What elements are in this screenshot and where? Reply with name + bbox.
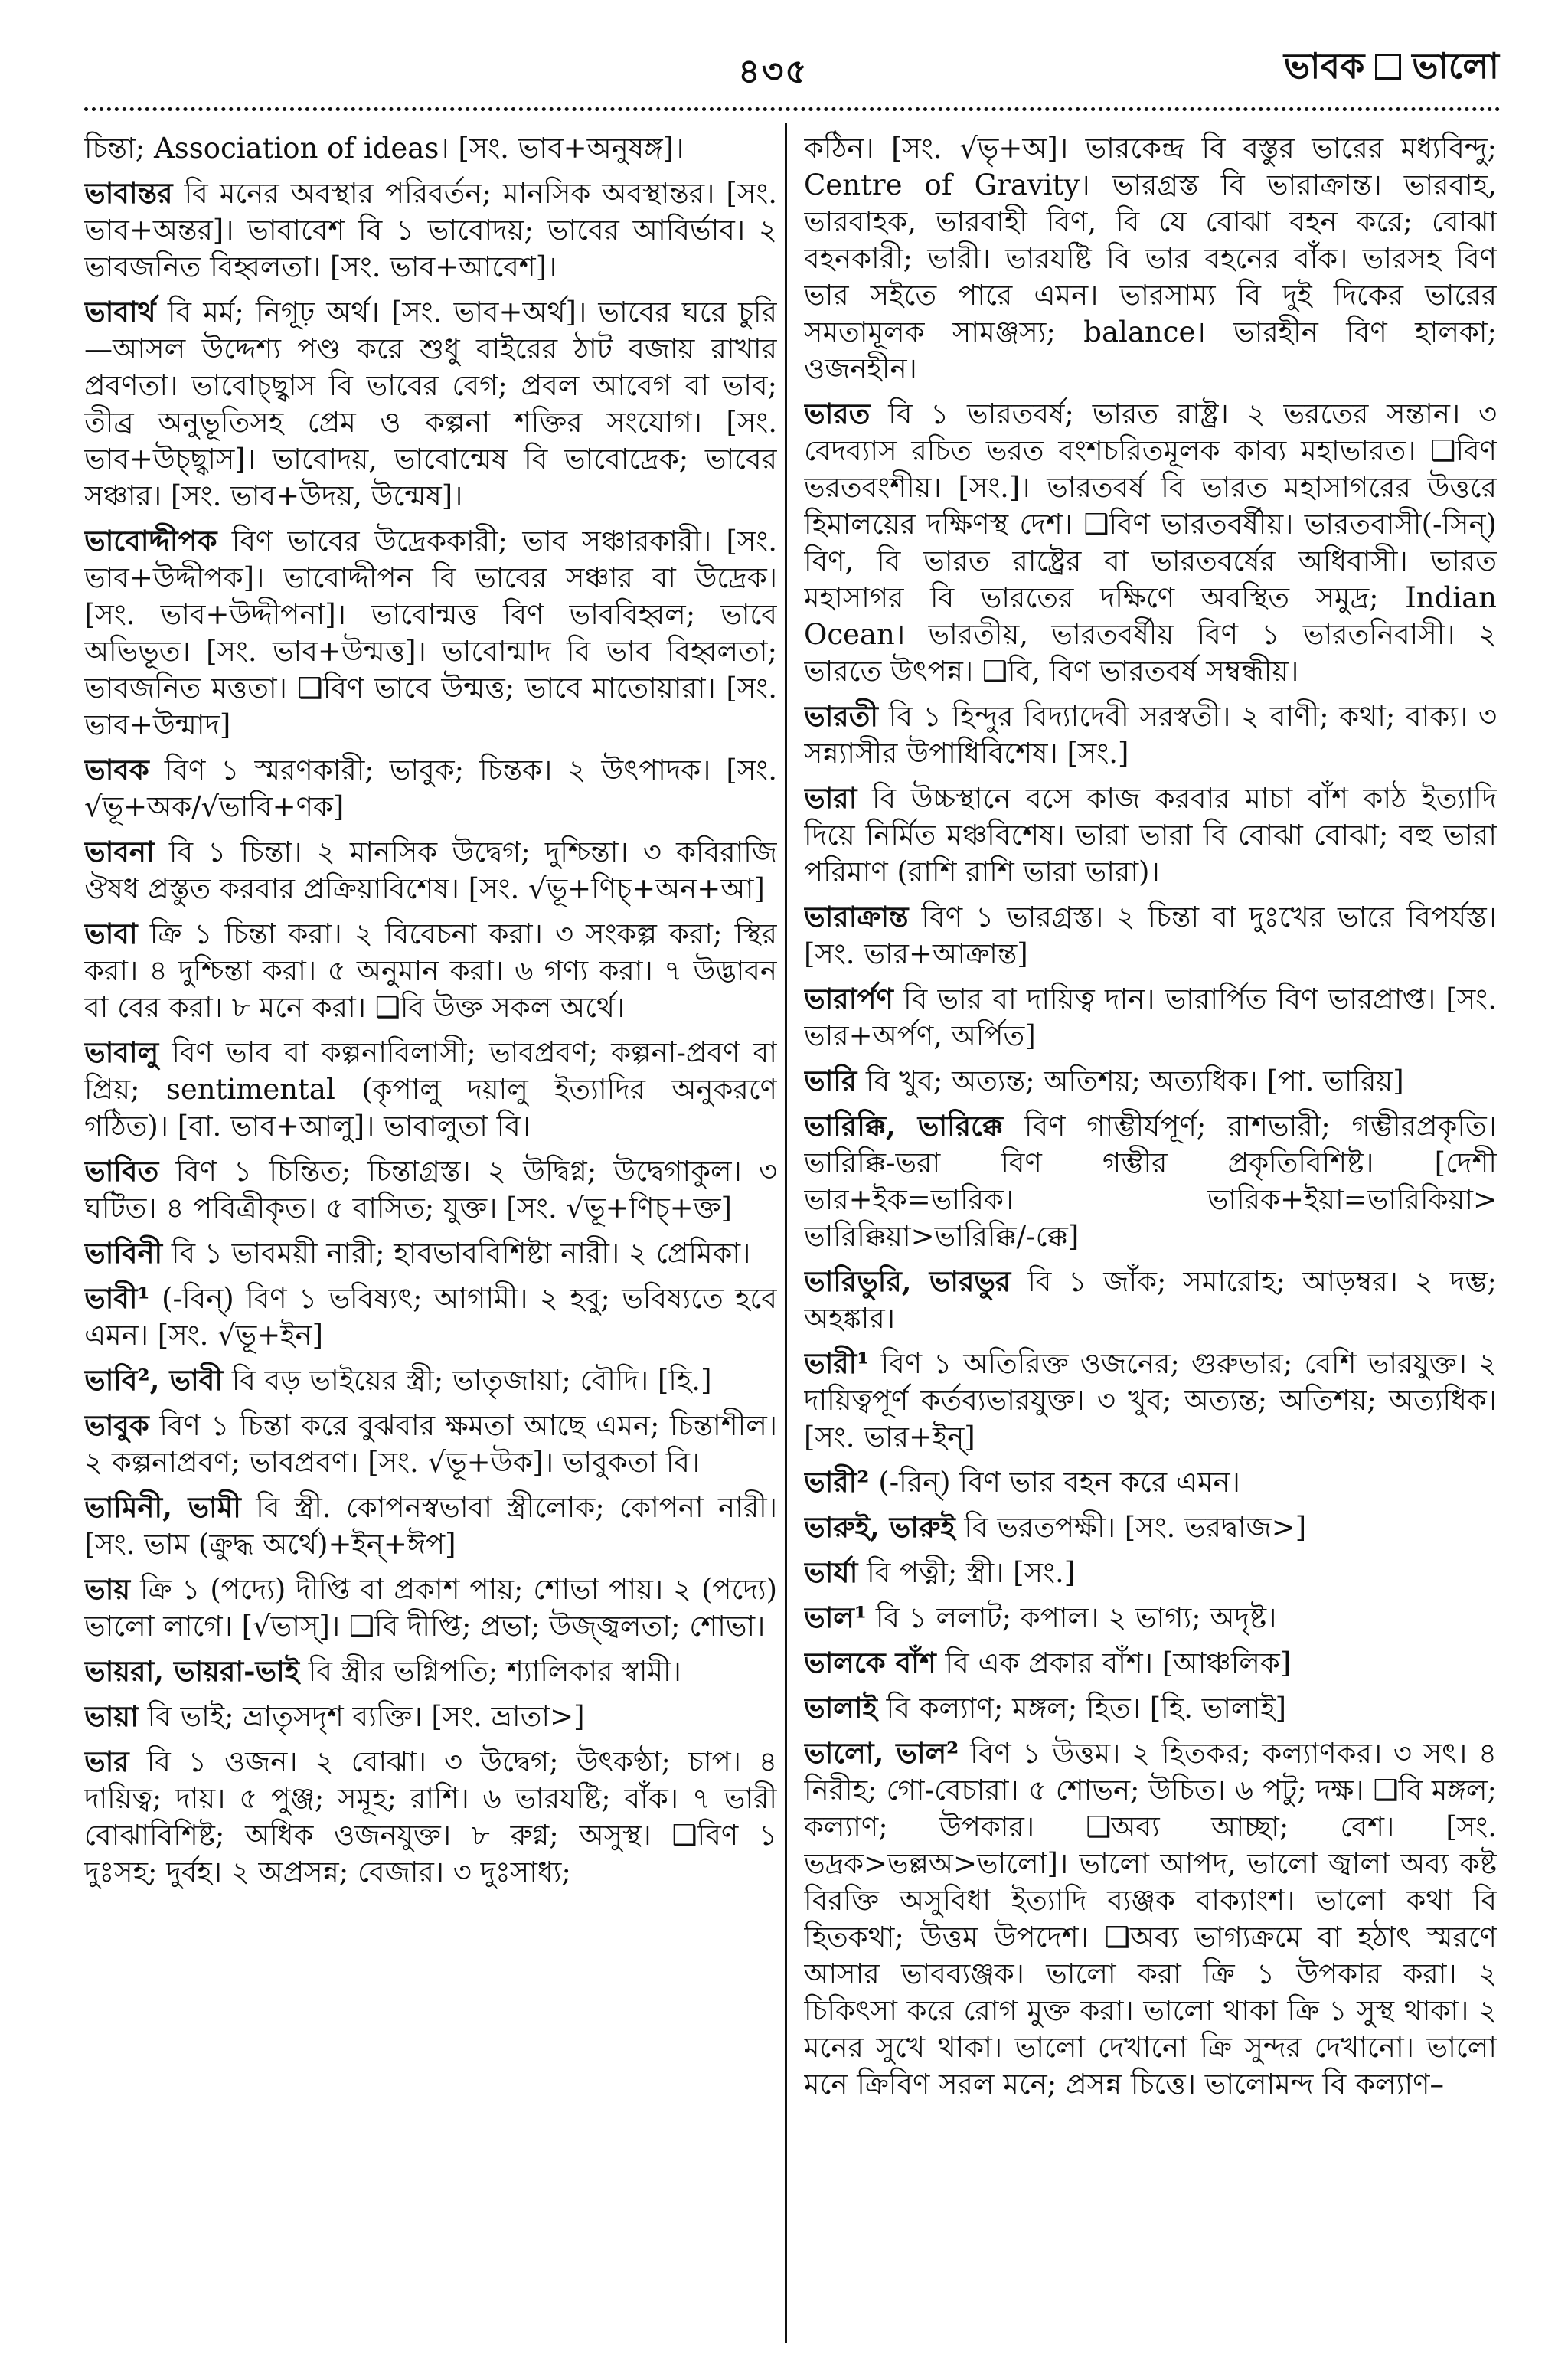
entry-headword: ভায়া: [84, 1699, 139, 1733]
entry-headword: ভারুই, ভারুই: [804, 1510, 956, 1544]
column-divider: [785, 123, 787, 2343]
dictionary-entry: [804, 1599, 1497, 1637]
dictionary-entry: [804, 780, 1497, 891]
entry-definition: বিণ ১ চিন্তা করে বুঝবার ক্ষমতা আছে এমন; চিন্তাশীল। ২ কল্পনাপ্রবণ; ভাবপ্রবণ। [সং. √ভূ+উক]। ভাবুকতা বি।: [84, 1409, 777, 1479]
entry-definition: চিন্তা; Association of ideas। [সং. ভাব+অনুষঙ্গ]।: [84, 132, 684, 165]
entry-definition: বি ১ জাঁক; সমারোহ; আড়ম্বর। ২ দম্ভ; অহঙ্কার।: [804, 1265, 1497, 1335]
dictionary-entry: [84, 1234, 777, 1272]
entry-definition: কঠিন। [সং. √ভৃ+অ]। ভারকেন্দ্র বি বস্তুর ভারের মধ্যবিন্দু; Centre of Gravity। ভারগ্রস্ত বি ভারাক্রান্ত। ভারবাহ, ভারবাহক, ভারবাহী বিণ, বি যে বোঝা বহন করে; বোঝা বহনকারী; ভারী। ভারযষ্টি বি ভার বহনের বাঁক। ভারসহ বিণ ভার সইতে পারে এমন। ভারসাম্য বি দুই দিকের ভারের সমতামূলক সামঞ্জস্য; balance। ভারহীন বিণ হালকা; ওজনহীন।: [804, 132, 1497, 385]
entry-headword: ভাবিত: [84, 1154, 159, 1188]
entry-definition: বিণ ভাব বা কল্পনাবিলাসী; ভাবপ্রবণ; কল্পনা-প্রবণ বা প্রিয়; sentimental (কৃপালু দয়ালু ইত্যাদির অনুকরণে গঠিত)। [বা. ভাব+আলু]। ভাবালুতা বি।: [84, 1036, 777, 1143]
entry-definition: বি পত্নী; স্ত্রী। [সং.]: [867, 1556, 1076, 1589]
running-head-last-word: ভালো: [1412, 45, 1499, 87]
entry-headword: ভারা: [804, 781, 858, 815]
header-rule: [84, 107, 1501, 111]
dictionary-entry: [84, 915, 777, 1026]
page-header: [0, 0, 1568, 107]
dictionary-entry: [84, 1153, 777, 1227]
entry-headword: ভাল¹: [804, 1601, 867, 1634]
entry-definition: বিণ ১ স্মরণকারী; ভাবুক; চিন্তক। ২ উৎপাদক। [সং. √ভূ+অক/√ভাবি+ণক]: [84, 754, 777, 823]
entry-definition: বি ভার বা দায়িত্ব দান। ভারার্পিত বিণ ভারপ্রাপ্ত। [সং. ভার+অর্পণ, অর্পিত]: [804, 983, 1497, 1052]
dictionary-entry: [804, 1509, 1497, 1546]
entry-headword: ভায়রা, ভায়রা-ভাই: [84, 1654, 300, 1688]
dictionary-entry: [84, 1034, 777, 1145]
entry-definition: (-রিন্) বিণ ভার বহন করে এমন।: [878, 1466, 1240, 1499]
entry-definition: বি মর্ম; নিগূঢ় অর্থ। [সং. ভাব+অর্থ]। ভাবের ঘরে চুরি—আসল উদ্দেশ্য পণ্ড করে শুধু বাইরের ঠাট বজায় রাখার প্রবণতা। ভাবোচ্ছ্বাস বি ভাবের বেগ; প্রবল আবেগ বা ভাব; তীব্র অনুভূতিসহ প্রেম ও কল্পনা শক্তির সংযোগ। [সং. ভাব+উচ্ছ্বাস]। ভাবোদয়, ভাবোন্মেষ বি ভাবোদ্রেক; ভাবের সঞ্চার। [সং. ভাব+উদয়, উন্মেষ]।: [84, 296, 777, 512]
running-head-first-word: ভাবক: [1283, 45, 1365, 87]
dictionary-entry: [804, 1345, 1497, 1456]
entry-headword: ভাবালু: [84, 1035, 159, 1069]
entry-headword: ভালাই: [804, 1691, 877, 1725]
entry-definition: বি কল্যাণ; মঙ্গল; হিত। [হি. ভালাই]: [886, 1692, 1286, 1725]
dictionary-entry: [804, 898, 1497, 973]
dictionary-entry: [84, 1489, 777, 1563]
entry-headword: ভারী²: [804, 1465, 870, 1499]
dictionary-entry: [84, 1653, 777, 1690]
entry-definition: বি মনের অবস্থার পরিবর্তন; মানসিক অবস্থান্তর। [সং. ভাব+অন্তর]। ভাবাবেশ বি ১ ভাবোদয়; ভাবের আবির্ভাব। ২ ভাবজনিত বিহ্বলতা। [সং. ভাব+আবেশ]।: [84, 177, 777, 283]
entry-definition: বি ১ ললাট; কপাল। ২ ভাগ্য; অদৃষ্ট।: [875, 1601, 1277, 1634]
dictionary-entry: [804, 1062, 1497, 1100]
entry-definition: বিণ ১ চিন্তিত; চিন্তাগ্রস্ত। ২ উদ্বিগ্ন; উদ্বেগাকুল। ৩ ঘটিত। ৪ পবিত্রীকৃত। ৫ বাসিত; যুক্ত। [সং. √ভূ+ণিচ্+ক্ত]: [84, 1155, 777, 1225]
entry-headword: ভাবোদ্দীপক: [84, 524, 217, 558]
dictionary-entry: [804, 395, 1497, 690]
entry-headword: ভারী¹: [804, 1346, 870, 1380]
dictionary-entry: [84, 1571, 777, 1645]
dictionary-entry: [804, 980, 1497, 1055]
dictionary-entry: [804, 1463, 1497, 1501]
entry-headword: ভাবনা: [84, 835, 155, 868]
entry-headword: ভাবান্তর: [84, 176, 173, 210]
entry-headword: ভারি: [804, 1064, 858, 1097]
dictionary-entry: [84, 130, 777, 167]
entry-headword: ভাবক: [84, 753, 149, 786]
dictionary-entry: [84, 833, 777, 907]
dictionary-entry: [804, 1735, 1497, 2103]
dictionary-entry: [84, 522, 777, 744]
dictionary-entry: [804, 1644, 1497, 1682]
dictionary-entry: [804, 698, 1497, 772]
entry-headword: ভারিভুরি, ভারভুর: [804, 1264, 1011, 1298]
dictionary-entry: [84, 1698, 777, 1735]
dictionary-entry: [84, 751, 777, 826]
dictionary-entry: [84, 1280, 777, 1354]
entry-headword: ভায়: [84, 1572, 131, 1606]
dictionary-entry: [804, 1689, 1497, 1727]
page-number: ৪৩৫: [738, 52, 808, 91]
entry-definition: বি ভরতপক্ষী। [সং. ভরদ্বাজ>]: [964, 1511, 1307, 1544]
entry-headword: ভালো, ভাল²: [804, 1736, 959, 1770]
dictionary-entry: [84, 1743, 777, 1891]
left-column: [84, 130, 777, 2336]
entry-definition: বি এক প্রকার বাঁশ। [আঞ্চলিক]: [945, 1646, 1292, 1679]
entry-headword: ভারিক্কি, ভারিক্কে: [804, 1109, 1004, 1143]
entry-headword: ভাবিনী: [84, 1236, 163, 1270]
entry-headword: ভারতী: [804, 699, 878, 733]
entry-headword: ভার্যা: [804, 1555, 858, 1589]
entry-definition: বিণ ১ ভারগ্রস্ত। ২ চিন্তা বা দুঃখের ভারে বিপর্যস্ত। [সং. ভার+আক্রান্ত]: [804, 901, 1497, 970]
entry-definition: বি ১ চিন্তা। ২ মানসিক উদ্বেগ; দুশ্চিন্তা। ৩ কবিরাজি ঔষধ প্রস্তুত করবার প্রক্রিয়াবিশেষ। [সং. √ভূ+ণিচ্+অন+আ]: [84, 835, 777, 905]
entry-headword: ভাবী¹: [84, 1281, 150, 1315]
entry-headword: ভারাক্রান্ত: [804, 900, 909, 934]
right-column: [804, 130, 1497, 2336]
entry-definition: বি বড় ভাইয়ের স্ত্রী; ভাতৃজায়া; বৌদি। [হি.]: [231, 1364, 712, 1397]
entry-definition: বিণ ১ উত্তম। ২ হিতকর; কল্যাণকর। ৩ সৎ। ৪ নিরীহ; গো-বেচারা। ৫ শোভন; উচিত। ৬ পটু; দক্ষ। ❑বি মঙ্গল; কল্যাণ; উপকার। ❑অব্য আচ্ছা; বেশ। [সং. ভদ্রক>ভল্লঅ>ভালো]। ভালো আপদ, ভালো জ্বালা অব্য কষ্ট বিরক্তি অসুবিধা ইত্যাদি ব্যঞ্জক বাক্যাংশ। ভালো কথা বি হিতকথা; উত্তম উপদেশ। ❑অব্য ভাগ্যক্রমে বা হঠাৎ স্মরণে আসার ভাবব্যঞ্জক। ভালো করা ক্রি ১ উপকার করা। ২ চিকিৎসা করে রোগ মুক্ত করা। ভালো থাকা ক্রি ১ সুস্থ থাকা। ২ মনের সুখে থাকা। ভালো দেখানো ক্রি সুন্দর দেখানো। ভালো মনে ক্রিবিণ সরল মনে; প্রসন্ন চিত্তে। ভালোমন্দ বি কল্যাণ–: [804, 1737, 1497, 2101]
entry-headword: ভালকে বাঁশ: [804, 1646, 936, 1679]
entry-definition: (-বিন্) বিণ ১ ভবিষ্যৎ; আগামী। ২ হবু; ভবিষ্যতে হবে এমন। [সং. √ভূ+ইন]: [84, 1282, 777, 1352]
entry-definition: ক্রি ১ (পদ্যে) দীপ্তি বা প্রকাশ পায়; শোভা পায়। ২ (পদ্যে) ভালো লাগে। [√ভাস্]। ❑বি দীপ্তি; প্রভা; উজ্জ্বলতা; শোভা।: [84, 1573, 777, 1643]
dictionary-entry: [84, 1362, 777, 1399]
entry-headword: ভার: [84, 1745, 129, 1778]
entry-definition: বিণ গাম্ভীর্যপূর্ণ; রাশভারী; গম্ভীরপ্রকৃতি। ভারিক্কি-ভরা বিণ গম্ভীর প্রকৃতিবিশিষ্ট। [দেশী ভার+ইক=ভারিক। ভারিক+ইয়া=ভারিকিয়া> ভারিক্কিয়া>ভারিক্কি/-ক্কে]: [804, 1110, 1497, 1253]
box-separator-icon: [1375, 54, 1401, 80]
entry-definition: বি ১ ভাবময়ী নারী; হাবভাববিশিষ্টা নারী। ২ প্রেমিকা।: [171, 1237, 751, 1270]
entry-headword: ভাবুক: [84, 1408, 149, 1442]
entry-headword: ভারার্পণ: [804, 982, 893, 1015]
entry-definition: বি ভাই; ভ্রাতৃসদৃশ ব্যক্তি। [সং. ভ্রাতা>]: [147, 1700, 585, 1733]
entry-definition: বিণ ১ অতিরিক্ত ওজনের; গুরুভার; বেশি ভারযুক্ত। ২ দায়িত্বপূর্ণ কর্তব্যভারযুক্ত। ৩ খুব; অত্যন্ত; অতিশয়; অত্যধিক। [সং. ভার+ইন্]: [804, 1347, 1497, 1454]
entry-definition: বিণ ভাবের উদ্রেককারী; ভাব সঞ্চারকারী। [সং. ভাব+উদ্দীপক]। ভাবোদ্দীপন বি ভাবের সঞ্চার বা উদ্রেক। [সং. ভাব+উদ্দীপনা]। ভাবোন্মত্ত বিণ ভাববিহ্বল; ভাবে অভিভূত। [সং. ভাব+উন্মত্ত]। ভাবোন্মাদ বি ভাব বিহ্বলতা; ভাবজনিত মত্ততা। ❑বিণ ভাবে উন্মত্ত; ভাবে মাতোয়ারা। [সং. ভাব+উন্মাদ]: [84, 525, 777, 741]
dictionary-entry: [84, 293, 777, 515]
entry-headword: ভারত: [804, 397, 871, 430]
entry-headword: ভাবার্থ: [84, 295, 156, 329]
entry-definition: বি ১ ভারতবর্ষ; ভারত রাষ্ট্র। ২ ভরতের সন্তান। ৩ বেদব্যাস রচিত ভরত বংশচরিতমূলক কাব্য মহাভারত। ❑বিণ ভরতবংশীয়। [সং.]। ভারতবর্ষ বি ভারত মহাসাগরের উত্তরে হিমালয়ের দক্ষিণস্থ দেশ। ❑বিণ ভারতবর্ষীয়। ভারতবাসী(-সিন্) বিণ, বি ভারত রাষ্ট্রের বা ভারতবর্ষের অধিবাসী। ভারত মহাসাগর বি ভারতের দক্ষিণে অবস্থিত সমুদ্র; Indian Ocean। ভারতীয়, ভারতবর্ষীয় বিণ ১ ভারতনিবাসী। ২ ভারতে উৎপন্ন। ❑বি, বিণ ভারতবর্ষ সম্বন্ধীয়।: [804, 397, 1497, 688]
running-head: [1284, 40, 1499, 98]
entry-definition: বি ১ ওজন। ২ বোঝা। ৩ উদ্বেগ; উৎকণ্ঠা; চাপ। ৪ দায়িত্ব; দায়। ৫ পুঞ্জ; সমূহ; রাশি। ৬ ভারযষ্টি; বাঁক। ৭ ভারী বোঝাবিশিষ্ট; অধিক ওজনযুক্ত। ৮ রুগ্ন; অসুস্থ। ❑বিণ ১ দুঃসহ; দুর্বহ। ২ অপ্রসন্ন; বেজার। ৩ দুঃসাধ্য;: [84, 1745, 777, 1888]
entry-headword: ভামিনী, ভামী: [84, 1490, 241, 1524]
entry-definition: বি স্ত্রীর ভগ্নিপতি; শ্যালিকার স্বামী।: [308, 1655, 681, 1688]
dictionary-entry: [84, 1407, 777, 1481]
entry-definition: বি স্ত্রী. কোপনস্বভাবা স্ত্রীলোক; কোপনা নারী। [সং. ভাম (ক্রুদ্ধ অর্থে)+ইন্+ঈপ]: [84, 1491, 777, 1561]
dictionary-entry: [804, 1554, 1497, 1591]
entry-definition: ক্রি ১ চিন্তা করা। ২ বিবেচনা করা। ৩ সংকল্প করা; স্থির করা। ৪ দুশ্চিন্তা করা। ৫ অনুমান করা। ৬ গণ্য করা। ৭ উদ্ভাবন বা বের করা। ৮ মনে করা। ❑বি উক্ত সকল অর্থে।: [84, 917, 777, 1024]
entry-definition: বি উচ্চস্থানে বসে কাজ করবার মাচা বাঁশ কাঠ ইত্যাদি দিয়ে নির্মিত মঞ্চবিশেষ। ভারা ভারা বি বোঝা বোঝা; বহু ভারা পরিমাণ (রাশি রাশি ভারা ভারা)।: [804, 782, 1497, 888]
entry-headword: ভাবি², ভাবী: [84, 1363, 223, 1397]
dictionary-entry: [804, 130, 1497, 387]
entry-definition: বি খুব; অত্যন্ত; অতিশয়; অত্যধিক। [পা. ভারিয়]: [866, 1064, 1404, 1097]
dictionary-entry: [84, 175, 777, 286]
entry-headword: ভাবা: [84, 917, 138, 950]
entry-definition: বি ১ হিন্দুর বিদ্যাদেবী সরস্বতী। ২ বাণী; কথা; বাক্য। ৩ সন্ন্যাসীর উপাধিবিশেষ। [সং.]: [804, 700, 1497, 770]
dictionary-entry: [804, 1107, 1497, 1255]
dictionary-entry: [804, 1263, 1497, 1337]
